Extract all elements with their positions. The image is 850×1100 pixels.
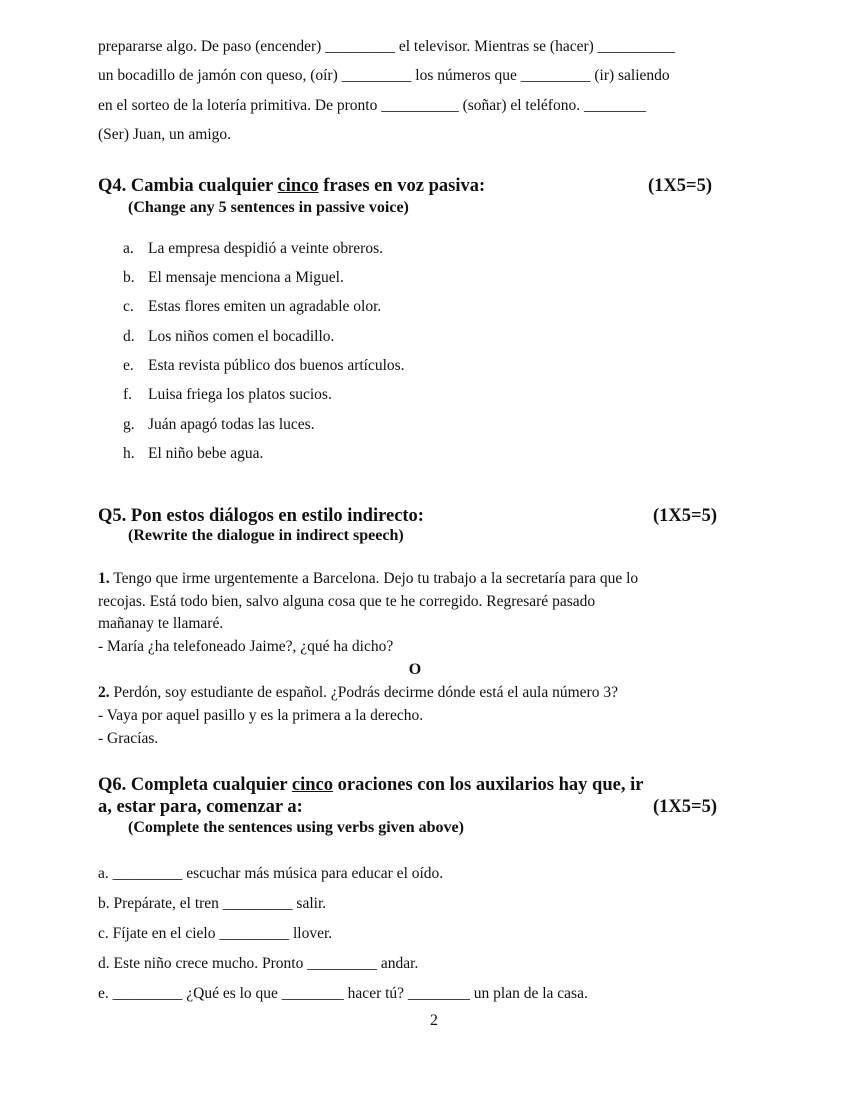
- intro-line: un bocadillo de jamón con queso, (oír) _________ los números que _________ (ir) saliendo: [98, 67, 670, 84]
- intro-line: prepararse algo. De paso (encender) _________ el televisor. Mientras se (hacer) __________: [98, 38, 676, 55]
- dialogue-1-line: recojas. Está todo bien, salvo alguna cosa que te he corregido. Regresaré pasado: [98, 593, 596, 610]
- dialogue-2-line: 2. Perdón, soy estudiante de español. ¿Podrás decirme dónde está el aula número 3?: [98, 684, 618, 701]
- q4-subtitle: (Change any 5 sentences in passive voice): [128, 199, 409, 216]
- q4-title: Q4. Cambia cualquier cinco frases en voz pasiva:: [98, 176, 486, 196]
- list-item: f. Luisa friega los platos sucios.: [123, 386, 332, 403]
- list-item: c. Fíjate en el cielo _________ llover.: [98, 925, 333, 942]
- dialogue-1-line: 1. Tengo que irme urgentemente a Barcelona. Dejo tu trabajo a la secretaría para que lo: [98, 570, 639, 587]
- list-item: b. Prepárate, el tren _________ salir.: [98, 895, 327, 912]
- page-number: 2: [430, 1012, 438, 1029]
- list-item: d. Los niños comen el bocadillo.: [123, 328, 335, 345]
- intro-line: (Ser) Juan, un amigo.: [98, 126, 232, 143]
- q5-marks: (1X5=5): [653, 506, 717, 526]
- list-item: b. El mensaje menciona a Miguel.: [123, 269, 344, 286]
- dialogue-1-line: - María ¿ha telefoneado Jaime?, ¿qué ha dicho?: [98, 638, 394, 655]
- q6-marks: (1X5=5): [653, 797, 717, 817]
- dialogue-2-line: - Gracías.: [98, 730, 159, 747]
- list-item: g. Juán apagó todas las luces.: [123, 416, 315, 433]
- list-item: d. Este niño crece mucho. Pronto _________ andar.: [98, 955, 419, 972]
- q6-title-line-1: Q6. Completa cualquier cinco oraciones con los auxilarios hay que, ir: [98, 775, 644, 795]
- q4-marks: (1X5=5): [648, 176, 712, 196]
- list-item: e. Esta revista público dos buenos artículos.: [123, 357, 405, 374]
- intro-line: en el sorteo de la lotería primitiva. De pronto __________ (soñar) el teléfono. ________: [98, 97, 646, 114]
- or-separator: O: [408, 661, 422, 678]
- list-item: e. _________ ¿Qué es lo que ________ hacer tú? ________ un plan de la casa.: [98, 985, 588, 1002]
- dialogue-1-line: mañanay te llamaré.: [98, 615, 224, 632]
- q5-title: Q5. Pon estos diálogos en estilo indirecto:: [98, 506, 424, 526]
- list-item: h. El niño bebe agua.: [123, 445, 264, 462]
- list-item: a. _________ escuchar más música para educar el oído.: [98, 865, 444, 882]
- q5-subtitle: (Rewrite the dialogue in indirect speech): [128, 527, 404, 544]
- list-item: a. La empresa despidió a veinte obreros.: [123, 240, 383, 257]
- q6-subtitle: (Complete the sentences using verbs given above): [128, 819, 464, 836]
- q6-title-line-2: a, estar para, comenzar a:: [98, 797, 303, 817]
- list-item: c. Estas flores emiten un agradable olor.: [123, 298, 382, 315]
- dialogue-2-line: - Vaya por aquel pasillo y es la primera a la derecho.: [98, 707, 424, 724]
